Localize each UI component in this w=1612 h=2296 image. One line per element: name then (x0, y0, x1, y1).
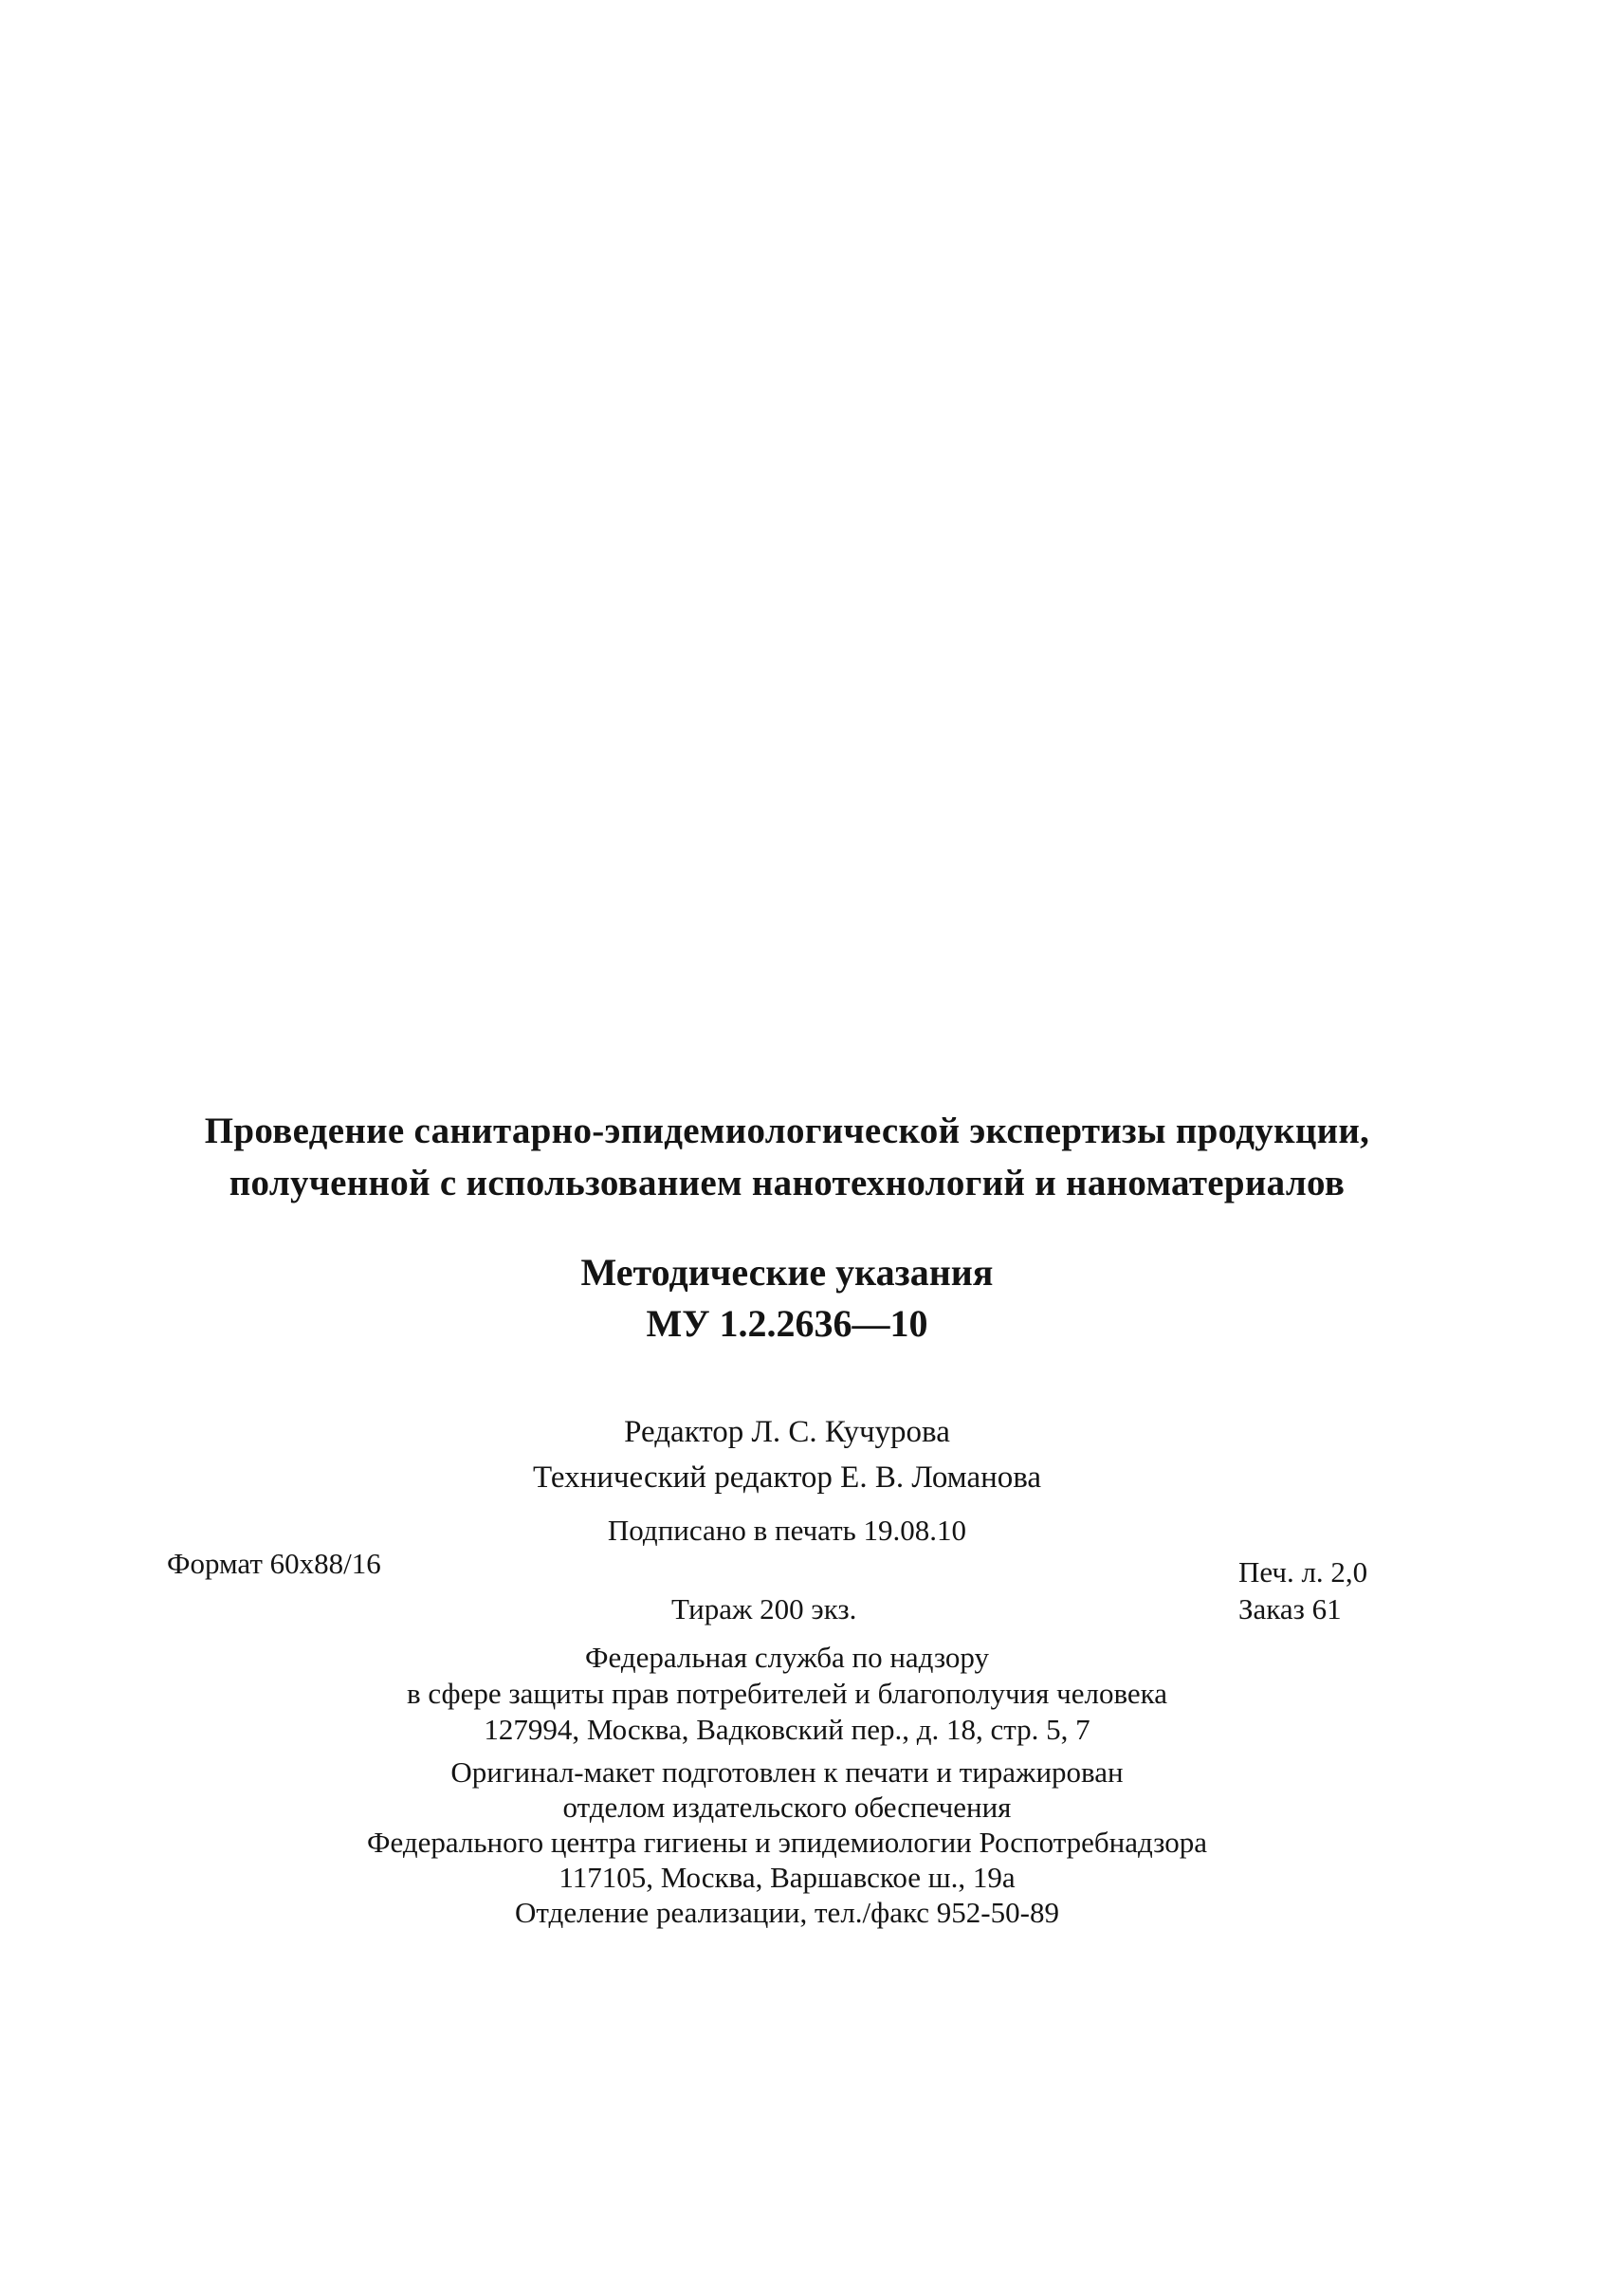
publisher-address: 127994, Москва, Вадковский пер., д. 18, стр. 5, 7 (484, 1713, 1090, 1746)
print-run: Тираж 200 экз. (671, 1592, 857, 1626)
order-number: Заказ 61 (1238, 1592, 1342, 1626)
publisher-line-1: Федеральная служба по надзору (585, 1641, 989, 1674)
editor-credit: Редактор Л. С. Кучурова (624, 1415, 950, 1449)
printer-line-2: отделом издательского обеспечения (562, 1791, 1012, 1824)
printed-sheets: Печ. л. 2,0 (1238, 1555, 1368, 1589)
signed-to-print: Подписано в печать 19.08.10 (607, 1514, 967, 1547)
sales-contact: Отделение реализации, тел./факс 952-50-89 (515, 1896, 1059, 1929)
document-title-line-2: полученной с использованием нанотехнологий и наноматериалов (229, 1163, 1346, 1203)
document-title-line-1: Проведение санитарно-эпидемиологической экспертизы продукции, (204, 1111, 1370, 1151)
document-code: МУ 1.2.2636—10 (646, 1302, 928, 1345)
printer-line-3: Федерального центра гигиены и эпидемиологии Роспотребнадзора (367, 1826, 1207, 1859)
printer-address: 117105, Москва, Варшавское ш., 19а (559, 1861, 1016, 1894)
tech-editor-credit: Технический редактор Е. В. Ломанова (532, 1460, 1042, 1495)
document-type: Методические указания (580, 1251, 994, 1294)
paper-format: Формат 60x88/16 (167, 1547, 381, 1580)
publisher-line-2: в сфере защиты прав потребителей и благополучия человека (406, 1677, 1168, 1710)
printer-line-1: Оригинал-макет подготовлен к печати и тиражирован (450, 1755, 1124, 1789)
